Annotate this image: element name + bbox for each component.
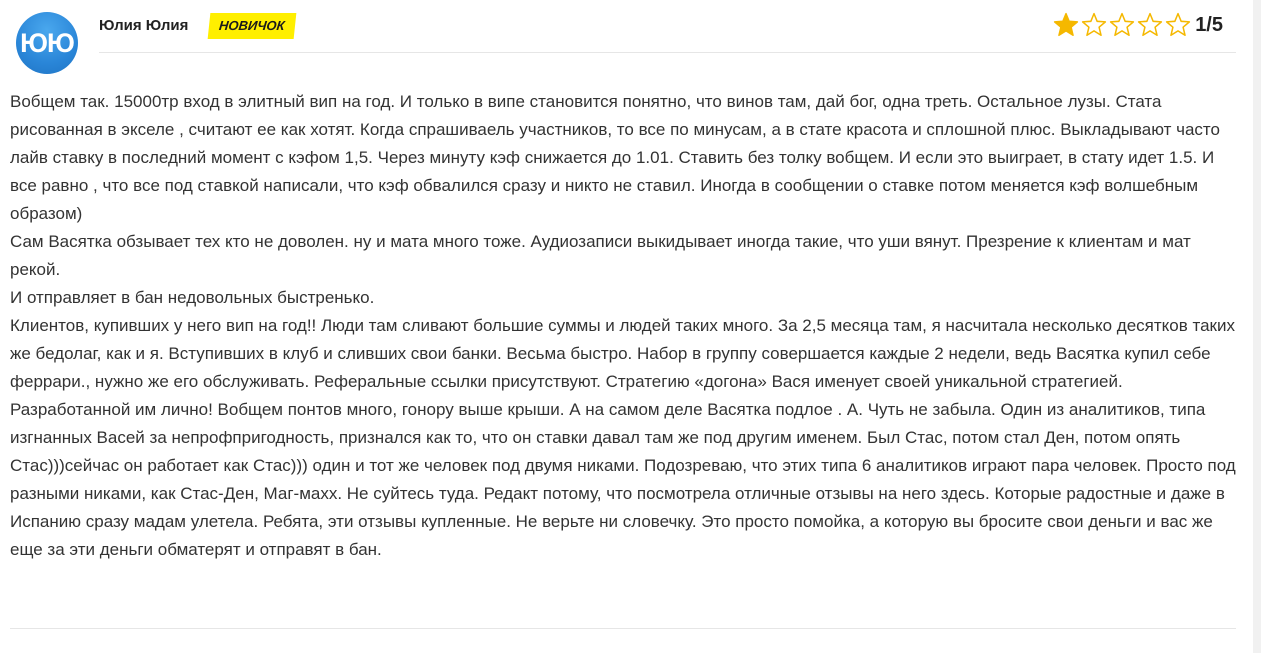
rating-score: 1/5 <box>1195 14 1223 36</box>
status-badge-label: НОВИЧОК <box>218 18 286 33</box>
footer-divider <box>10 628 1236 629</box>
star-empty-icon <box>1081 12 1107 38</box>
star-filled-icon <box>1053 12 1079 38</box>
star-empty-icon <box>1109 12 1135 38</box>
review-text <box>10 88 1238 564</box>
star-empty-icon <box>1165 12 1191 38</box>
scrollbar[interactable] <box>1253 0 1261 653</box>
review-paragraph: Вобщем так. 15000тр вход в элитный вип на год. И только в випе становится понятно, что винов там, дай бог, одна треть. Остальное лузы. Стата рисованная в экселе , считают ее как хотят. Когда спрашиваель участников, то все по минусам, а в стате красота и сплошной плюс. Выкладывают часто лайв ставку в последний момент с кэфом 1,5. Через минуту кэф снижается до 1.01. Ставить без толку вобщем. И если это выиграет, в стату идет 1.5. И все равно , что все под ставкой написали, что кэф обвалился сразу и никто не ставил. Иногда в сообщении о ставке потом меняется кэф волшебным образом) <box>10 92 1220 223</box>
review-paragraph: Клиентов, купивших у него вип на год!! Люди там сливают большие суммы и людей таких много. За 2,5 месяца там, я насчитала несколько десятков таких же бедолаг, как и я. Вступивших в клуб и сливших свои банки. Весьма быстро. Набор в группу совершается каждые 2 недели, ведь Васятка купил себе феррари., нужно же его обслуживать. Реферальные ссылки присутствуют. Стратегию «догона» Вася именует своей уникальной стратегией. Разработанной им лично! Вобщем понтов много, гонору выше крыши. А на самом деле Васятка подлое . А. Чуть не забыла. Один из аналитиков, типа изгнанных Васей за непрофпригодность, признался как то, что он ставки давал там же под другим именем. Был Стас, потом стал Ден, потом опять Стас)))сейчас он работает как Стас))) один и тот же человек под двумя никами. Подозреваю, что этих типа 6 аналитиков играют пара человек. Просто под разными никами, как Стас-Ден, Маг-маxx. Не суйтесь туда. Редакт потому, что посмотрела отличные отзывы на него здесь. Которые радостные и даже в Испанию сразу мадам улетела. Ребята, эти отзывы купленные. Не верьте ни словечку. Это просто помойка, а которую вы бросите свои деньги и вас же еще за эти деньги обматерят и отправят в бан. <box>10 316 1236 559</box>
avatar-initials: ЮЮ <box>20 27 74 58</box>
star-empty-icon <box>1137 12 1163 38</box>
rating-stars <box>1053 12 1191 38</box>
status-badge <box>208 13 296 39</box>
review-paragraph: Сам Васятка обзывает тех кто не доволен. ну и мата много тоже. Аудиозаписи выкидывает иногда такие, что уши вянут. Презрение к клиентам и мат рекой. <box>10 232 1191 279</box>
avatar[interactable] <box>16 12 78 74</box>
author-name[interactable]: Юлия Юлия <box>99 17 189 34</box>
header-divider <box>99 52 1236 53</box>
review-paragraph: И отправляет в бан недовольных быстренько. <box>10 288 375 307</box>
